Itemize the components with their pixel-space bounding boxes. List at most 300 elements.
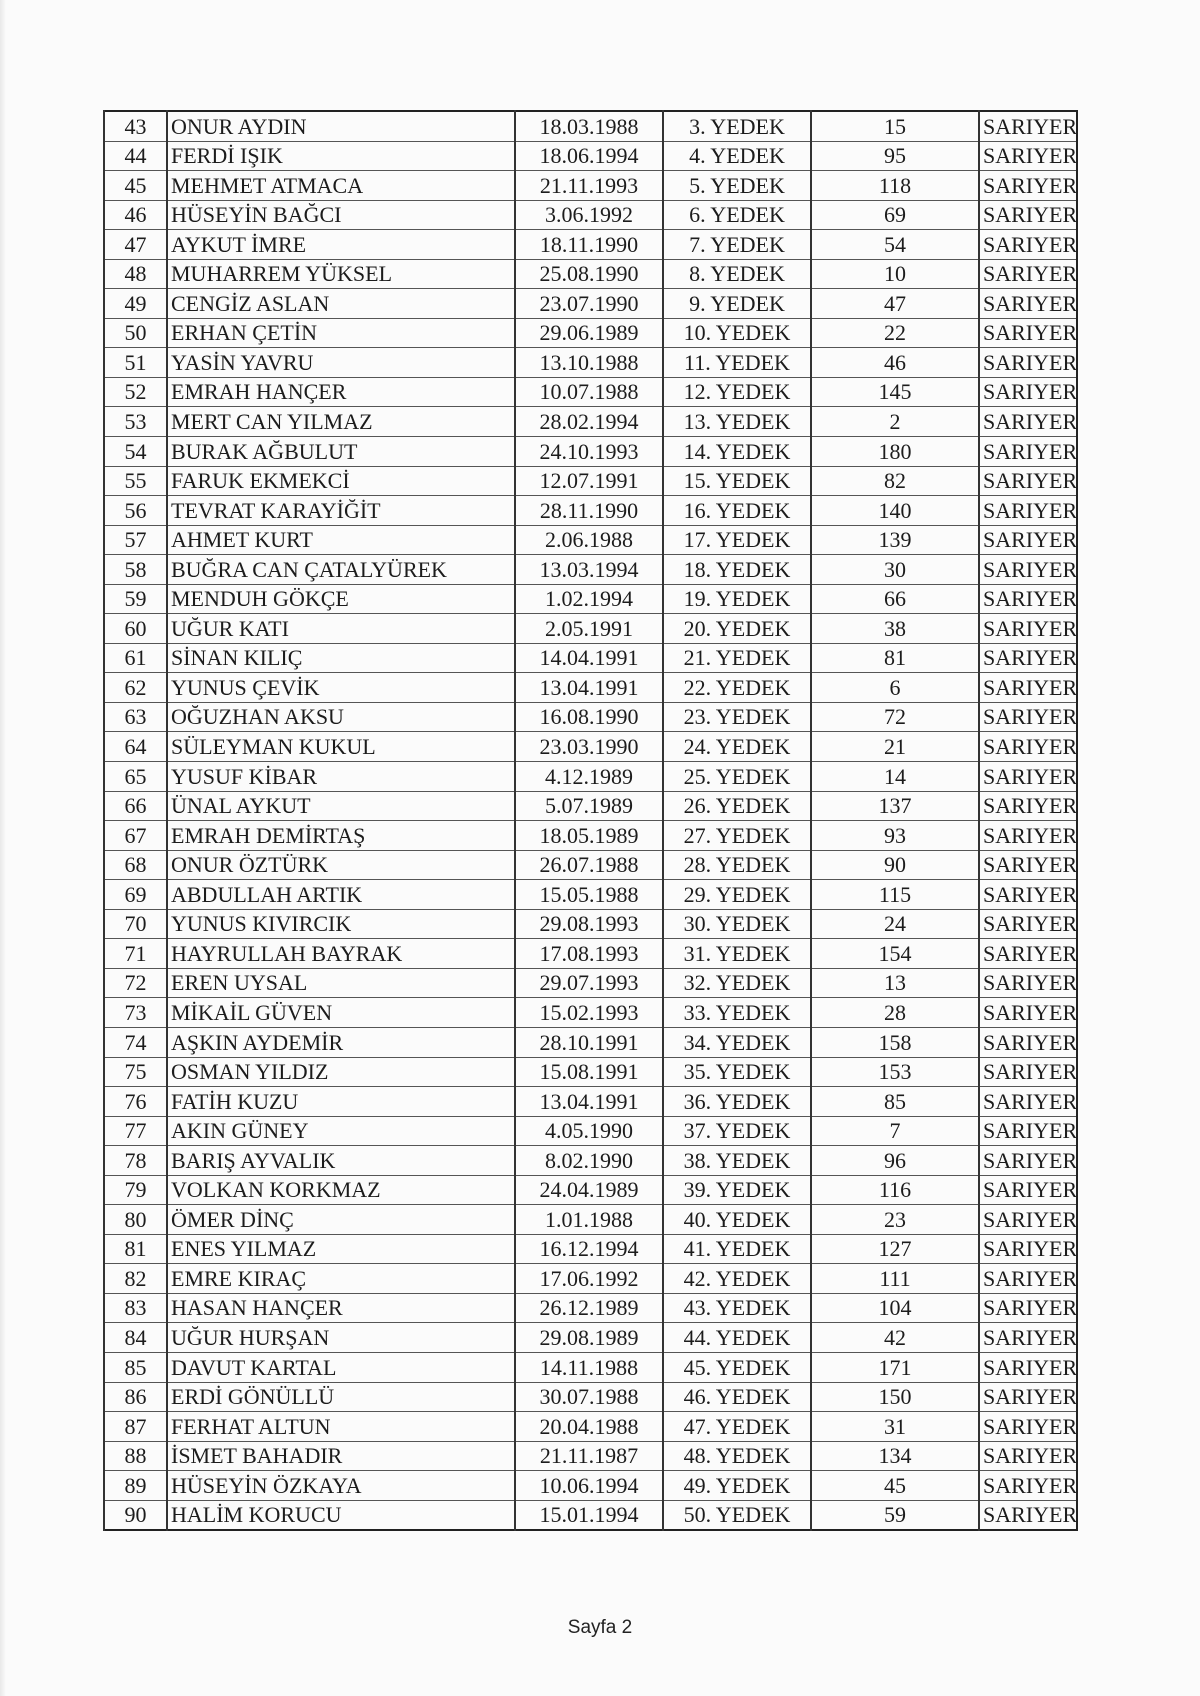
birth-date-cell: 25.08.1990	[515, 259, 663, 289]
reserve-rank-cell: 25. YEDEK	[663, 762, 811, 792]
district-cell: SARIYER	[979, 348, 1077, 378]
district-cell: SARIYER	[979, 998, 1077, 1028]
reserve-rank-cell: 26. YEDEK	[663, 791, 811, 821]
reserve-rank-cell: 20. YEDEK	[663, 614, 811, 644]
score-value-cell: 42	[811, 1323, 979, 1353]
score-value-cell: 72	[811, 702, 979, 732]
score-value-cell: 15	[811, 111, 979, 141]
row-number-cell: 89	[104, 1471, 167, 1501]
full-name-cell: UĞUR KATI	[167, 614, 515, 644]
table-row	[104, 348, 1077, 378]
district-cell: SARIYER	[979, 850, 1077, 880]
district-cell: SARIYER	[979, 968, 1077, 998]
score-value-cell: 45	[811, 1471, 979, 1501]
district-cell: SARIYER	[979, 1205, 1077, 1235]
district-cell: SARIYER	[979, 1500, 1077, 1530]
birth-date-cell: 17.08.1993	[515, 939, 663, 969]
table-row	[104, 850, 1077, 880]
birth-date-cell: 26.12.1989	[515, 1293, 663, 1323]
table-row	[104, 200, 1077, 230]
row-number-cell: 50	[104, 318, 167, 348]
district-cell: SARIYER	[979, 614, 1077, 644]
district-cell: SARIYER	[979, 111, 1077, 141]
row-number-cell: 53	[104, 407, 167, 437]
birth-date-cell: 29.08.1993	[515, 909, 663, 939]
row-number-cell: 81	[104, 1234, 167, 1264]
page-edge-shadow	[0, 0, 6, 1696]
score-value-cell: 145	[811, 377, 979, 407]
district-cell: SARIYER	[979, 1027, 1077, 1057]
birth-date-cell: 18.11.1990	[515, 230, 663, 260]
full-name-cell: MİKAİL GÜVEN	[167, 998, 515, 1028]
score-value-cell: 137	[811, 791, 979, 821]
table-row	[104, 968, 1077, 998]
reserve-rank-cell: 31. YEDEK	[663, 939, 811, 969]
row-number-cell: 86	[104, 1382, 167, 1412]
score-value-cell: 21	[811, 732, 979, 762]
table-row	[104, 230, 1077, 260]
birth-date-cell: 26.07.1988	[515, 850, 663, 880]
full-name-cell: YUNUS ÇEVİK	[167, 673, 515, 703]
table-row	[104, 318, 1077, 348]
birth-date-cell: 13.04.1991	[515, 673, 663, 703]
row-number-cell: 75	[104, 1057, 167, 1087]
row-number-cell: 59	[104, 584, 167, 614]
reserve-rank-cell: 36. YEDEK	[663, 1087, 811, 1117]
reserve-rank-cell: 16. YEDEK	[663, 496, 811, 526]
district-cell: SARIYER	[979, 1441, 1077, 1471]
row-number-cell: 74	[104, 1027, 167, 1057]
reserve-rank-cell: 44. YEDEK	[663, 1323, 811, 1353]
birth-date-cell: 13.03.1994	[515, 555, 663, 585]
full-name-cell: AŞKIN AYDEMİR	[167, 1027, 515, 1057]
district-cell: SARIYER	[979, 584, 1077, 614]
table-row	[104, 259, 1077, 289]
district-cell: SARIYER	[979, 821, 1077, 851]
row-number-cell: 46	[104, 200, 167, 230]
birth-date-cell: 20.04.1988	[515, 1412, 663, 1442]
score-value-cell: 14	[811, 762, 979, 792]
district-cell: SARIYER	[979, 466, 1077, 496]
row-number-cell: 55	[104, 466, 167, 496]
score-value-cell: 85	[811, 1087, 979, 1117]
full-name-cell: AYKUT İMRE	[167, 230, 515, 260]
row-number-cell: 69	[104, 880, 167, 910]
full-name-cell: MENDUH GÖKÇE	[167, 584, 515, 614]
candidate-list-table	[103, 110, 1078, 1531]
reserve-rank-cell: 17. YEDEK	[663, 525, 811, 555]
reserve-rank-cell: 30. YEDEK	[663, 909, 811, 939]
full-name-cell: YUSUF KİBAR	[167, 762, 515, 792]
reserve-rank-cell: 14. YEDEK	[663, 437, 811, 467]
district-cell: SARIYER	[979, 1175, 1077, 1205]
row-number-cell: 58	[104, 555, 167, 585]
birth-date-cell: 10.07.1988	[515, 377, 663, 407]
reserve-rank-cell: 21. YEDEK	[663, 643, 811, 673]
full-name-cell: HALİM KORUCU	[167, 1500, 515, 1530]
district-cell: SARIYER	[979, 1412, 1077, 1442]
table-row	[104, 909, 1077, 939]
full-name-cell: MEHMET ATMACA	[167, 171, 515, 201]
reserve-rank-cell: 13. YEDEK	[663, 407, 811, 437]
birth-date-cell: 29.08.1989	[515, 1323, 663, 1353]
table-row	[104, 171, 1077, 201]
row-number-cell: 67	[104, 821, 167, 851]
birth-date-cell: 12.07.1991	[515, 466, 663, 496]
row-number-cell: 44	[104, 141, 167, 171]
score-value-cell: 93	[811, 821, 979, 851]
score-value-cell: 66	[811, 584, 979, 614]
district-cell: SARIYER	[979, 141, 1077, 171]
score-value-cell: 69	[811, 200, 979, 230]
row-number-cell: 83	[104, 1293, 167, 1323]
table-row	[104, 762, 1077, 792]
birth-date-cell: 28.10.1991	[515, 1027, 663, 1057]
score-value-cell: 2	[811, 407, 979, 437]
table-row	[104, 1205, 1077, 1235]
reserve-rank-cell: 15. YEDEK	[663, 466, 811, 496]
table-row	[104, 1087, 1077, 1117]
score-value-cell: 54	[811, 230, 979, 260]
row-number-cell: 78	[104, 1146, 167, 1176]
full-name-cell: FARUK EKMEKCİ	[167, 466, 515, 496]
table-row	[104, 1441, 1077, 1471]
table-row	[104, 673, 1077, 703]
reserve-rank-cell: 3. YEDEK	[663, 111, 811, 141]
birth-date-cell: 13.10.1988	[515, 348, 663, 378]
district-cell: SARIYER	[979, 939, 1077, 969]
birth-date-cell: 15.02.1993	[515, 998, 663, 1028]
reserve-rank-cell: 34. YEDEK	[663, 1027, 811, 1057]
table-row	[104, 1234, 1077, 1264]
full-name-cell: ÜNAL AYKUT	[167, 791, 515, 821]
reserve-rank-cell: 4. YEDEK	[663, 141, 811, 171]
reserve-rank-cell: 43. YEDEK	[663, 1293, 811, 1323]
district-cell: SARIYER	[979, 437, 1077, 467]
row-number-cell: 90	[104, 1500, 167, 1530]
table-row	[104, 821, 1077, 851]
row-number-cell: 70	[104, 909, 167, 939]
score-value-cell: 116	[811, 1175, 979, 1205]
row-number-cell: 47	[104, 230, 167, 260]
table-row	[104, 1352, 1077, 1382]
row-number-cell: 79	[104, 1175, 167, 1205]
table-row	[104, 1175, 1077, 1205]
score-value-cell: 95	[811, 141, 979, 171]
district-cell: SARIYER	[979, 1382, 1077, 1412]
table-row	[104, 1264, 1077, 1294]
reserve-rank-cell: 47. YEDEK	[663, 1412, 811, 1442]
row-number-cell: 61	[104, 643, 167, 673]
reserve-rank-cell: 50. YEDEK	[663, 1500, 811, 1530]
district-cell: SARIYER	[979, 880, 1077, 910]
birth-date-cell: 13.04.1991	[515, 1087, 663, 1117]
table-row	[104, 880, 1077, 910]
reserve-rank-cell: 12. YEDEK	[663, 377, 811, 407]
district-cell: SARIYER	[979, 259, 1077, 289]
score-value-cell: 158	[811, 1027, 979, 1057]
birth-date-cell: 15.05.1988	[515, 880, 663, 910]
table-row	[104, 732, 1077, 762]
row-number-cell: 84	[104, 1323, 167, 1353]
full-name-cell: ONUR ÖZTÜRK	[167, 850, 515, 880]
full-name-cell: AKIN GÜNEY	[167, 1116, 515, 1146]
reserve-rank-cell: 11. YEDEK	[663, 348, 811, 378]
score-value-cell: 118	[811, 171, 979, 201]
birth-date-cell: 4.05.1990	[515, 1116, 663, 1146]
district-cell: SARIYER	[979, 289, 1077, 319]
reserve-rank-cell: 7. YEDEK	[663, 230, 811, 260]
full-name-cell: EMRAH DEMİRTAŞ	[167, 821, 515, 851]
table-row	[104, 1382, 1077, 1412]
birth-date-cell: 23.03.1990	[515, 732, 663, 762]
row-number-cell: 63	[104, 702, 167, 732]
full-name-cell: SÜLEYMAN KUKUL	[167, 732, 515, 762]
table-row	[104, 1116, 1077, 1146]
full-name-cell: FATİH KUZU	[167, 1087, 515, 1117]
birth-date-cell: 16.08.1990	[515, 702, 663, 732]
row-number-cell: 88	[104, 1441, 167, 1471]
reserve-rank-cell: 19. YEDEK	[663, 584, 811, 614]
table-row	[104, 111, 1077, 141]
full-name-cell: İSMET BAHADIR	[167, 1441, 515, 1471]
district-cell: SARIYER	[979, 525, 1077, 555]
table-row	[104, 377, 1077, 407]
table-row	[104, 614, 1077, 644]
full-name-cell: YUNUS KIVIRCIK	[167, 909, 515, 939]
full-name-cell: HAYRULLAH BAYRAK	[167, 939, 515, 969]
district-cell: SARIYER	[979, 1264, 1077, 1294]
birth-date-cell: 18.06.1994	[515, 141, 663, 171]
reserve-rank-cell: 29. YEDEK	[663, 880, 811, 910]
birth-date-cell: 18.05.1989	[515, 821, 663, 851]
table-row	[104, 791, 1077, 821]
row-number-cell: 54	[104, 437, 167, 467]
full-name-cell: BURAK AĞBULUT	[167, 437, 515, 467]
birth-date-cell: 14.11.1988	[515, 1352, 663, 1382]
table-row	[104, 998, 1077, 1028]
birth-date-cell: 1.01.1988	[515, 1205, 663, 1235]
district-cell: SARIYER	[979, 673, 1077, 703]
table-row	[104, 407, 1077, 437]
score-value-cell: 115	[811, 880, 979, 910]
score-value-cell: 13	[811, 968, 979, 998]
row-number-cell: 82	[104, 1264, 167, 1294]
district-cell: SARIYER	[979, 1293, 1077, 1323]
reserve-rank-cell: 42. YEDEK	[663, 1264, 811, 1294]
row-number-cell: 77	[104, 1116, 167, 1146]
full-name-cell: BARIŞ AYVALIK	[167, 1146, 515, 1176]
district-cell: SARIYER	[979, 318, 1077, 348]
score-value-cell: 31	[811, 1412, 979, 1442]
district-cell: SARIYER	[979, 909, 1077, 939]
table-row	[104, 437, 1077, 467]
full-name-cell: DAVUT KARTAL	[167, 1352, 515, 1382]
reserve-rank-cell: 28. YEDEK	[663, 850, 811, 880]
score-value-cell: 81	[811, 643, 979, 673]
reserve-rank-cell: 32. YEDEK	[663, 968, 811, 998]
full-name-cell: EMRAH HANÇER	[167, 377, 515, 407]
district-cell: SARIYER	[979, 1087, 1077, 1117]
reserve-rank-cell: 37. YEDEK	[663, 1116, 811, 1146]
birth-date-cell: 10.06.1994	[515, 1471, 663, 1501]
score-value-cell: 104	[811, 1293, 979, 1323]
full-name-cell: FERHAT ALTUN	[167, 1412, 515, 1442]
reserve-rank-cell: 22. YEDEK	[663, 673, 811, 703]
table-row	[104, 1500, 1077, 1530]
reserve-rank-cell: 35. YEDEK	[663, 1057, 811, 1087]
full-name-cell: HÜSEYİN ÖZKAYA	[167, 1471, 515, 1501]
score-value-cell: 38	[811, 614, 979, 644]
table-row	[104, 496, 1077, 526]
table-row	[104, 702, 1077, 732]
full-name-cell: ABDULLAH ARTIK	[167, 880, 515, 910]
reserve-rank-cell: 8. YEDEK	[663, 259, 811, 289]
row-number-cell: 76	[104, 1087, 167, 1117]
full-name-cell: CENGİZ ASLAN	[167, 289, 515, 319]
table-row	[104, 466, 1077, 496]
row-number-cell: 51	[104, 348, 167, 378]
table-row	[104, 1293, 1077, 1323]
full-name-cell: EMRE KIRAÇ	[167, 1264, 515, 1294]
row-number-cell: 62	[104, 673, 167, 703]
full-name-cell: MERT CAN YILMAZ	[167, 407, 515, 437]
reserve-rank-cell: 49. YEDEK	[663, 1471, 811, 1501]
reserve-rank-cell: 6. YEDEK	[663, 200, 811, 230]
district-cell: SARIYER	[979, 1323, 1077, 1353]
district-cell: SARIYER	[979, 200, 1077, 230]
table-row	[104, 1146, 1077, 1176]
table-row	[104, 141, 1077, 171]
score-value-cell: 10	[811, 259, 979, 289]
reserve-rank-cell: 23. YEDEK	[663, 702, 811, 732]
score-value-cell: 23	[811, 1205, 979, 1235]
row-number-cell: 71	[104, 939, 167, 969]
full-name-cell: BUĞRA CAN ÇATALYÜREK	[167, 555, 515, 585]
district-cell: SARIYER	[979, 1471, 1077, 1501]
district-cell: SARIYER	[979, 1146, 1077, 1176]
district-cell: SARIYER	[979, 732, 1077, 762]
score-value-cell: 127	[811, 1234, 979, 1264]
full-name-cell: YASİN YAVRU	[167, 348, 515, 378]
full-name-cell: HASAN HANÇER	[167, 1293, 515, 1323]
row-number-cell: 66	[104, 791, 167, 821]
district-cell: SARIYER	[979, 1057, 1077, 1087]
reserve-rank-cell: 40. YEDEK	[663, 1205, 811, 1235]
full-name-cell: OSMAN YILDIZ	[167, 1057, 515, 1087]
candidate-list-body	[104, 111, 1077, 1530]
reserve-rank-cell: 48. YEDEK	[663, 1441, 811, 1471]
birth-date-cell: 28.11.1990	[515, 496, 663, 526]
district-cell: SARIYER	[979, 171, 1077, 201]
birth-date-cell: 5.07.1989	[515, 791, 663, 821]
district-cell: SARIYER	[979, 1116, 1077, 1146]
birth-date-cell: 23.07.1990	[515, 289, 663, 319]
reserve-rank-cell: 45. YEDEK	[663, 1352, 811, 1382]
birth-date-cell: 16.12.1994	[515, 1234, 663, 1264]
row-number-cell: 48	[104, 259, 167, 289]
table-row	[104, 1057, 1077, 1087]
full-name-cell: EREN UYSAL	[167, 968, 515, 998]
birth-date-cell: 15.01.1994	[515, 1500, 663, 1530]
reserve-rank-cell: 9. YEDEK	[663, 289, 811, 319]
full-name-cell: SİNAN KILIÇ	[167, 643, 515, 673]
row-number-cell: 49	[104, 289, 167, 319]
table-row	[104, 1471, 1077, 1501]
score-value-cell: 24	[811, 909, 979, 939]
district-cell: SARIYER	[979, 496, 1077, 526]
table-row	[104, 1323, 1077, 1353]
score-value-cell: 134	[811, 1441, 979, 1471]
district-cell: SARIYER	[979, 407, 1077, 437]
birth-date-cell: 17.06.1992	[515, 1264, 663, 1294]
birth-date-cell: 28.02.1994	[515, 407, 663, 437]
district-cell: SARIYER	[979, 377, 1077, 407]
table-row	[104, 1027, 1077, 1057]
full-name-cell: OĞUZHAN AKSU	[167, 702, 515, 732]
district-cell: SARIYER	[979, 1352, 1077, 1382]
reserve-rank-cell: 39. YEDEK	[663, 1175, 811, 1205]
row-number-cell: 43	[104, 111, 167, 141]
full-name-cell: FERDİ IŞIK	[167, 141, 515, 171]
full-name-cell: ERDİ GÖNÜLLÜ	[167, 1382, 515, 1412]
row-number-cell: 87	[104, 1412, 167, 1442]
row-number-cell: 60	[104, 614, 167, 644]
reserve-rank-cell: 46. YEDEK	[663, 1382, 811, 1412]
birth-date-cell: 21.11.1987	[515, 1441, 663, 1471]
birth-date-cell: 3.06.1992	[515, 200, 663, 230]
full-name-cell: HÜSEYİN BAĞCI	[167, 200, 515, 230]
table-row	[104, 939, 1077, 969]
reserve-rank-cell: 41. YEDEK	[663, 1234, 811, 1264]
birth-date-cell: 24.04.1989	[515, 1175, 663, 1205]
reserve-rank-cell: 5. YEDEK	[663, 171, 811, 201]
reserve-rank-cell: 33. YEDEK	[663, 998, 811, 1028]
score-value-cell: 6	[811, 673, 979, 703]
district-cell: SARIYER	[979, 230, 1077, 260]
district-cell: SARIYER	[979, 791, 1077, 821]
score-value-cell: 150	[811, 1382, 979, 1412]
birth-date-cell: 15.08.1991	[515, 1057, 663, 1087]
row-number-cell: 68	[104, 850, 167, 880]
score-value-cell: 90	[811, 850, 979, 880]
birth-date-cell: 21.11.1993	[515, 171, 663, 201]
district-cell: SARIYER	[979, 762, 1077, 792]
reserve-rank-cell: 18. YEDEK	[663, 555, 811, 585]
full-name-cell: MUHARREM YÜKSEL	[167, 259, 515, 289]
district-cell: SARIYER	[979, 643, 1077, 673]
table-row	[104, 584, 1077, 614]
score-value-cell: 47	[811, 289, 979, 319]
reserve-rank-cell: 27. YEDEK	[663, 821, 811, 851]
district-cell: SARIYER	[979, 702, 1077, 732]
row-number-cell: 56	[104, 496, 167, 526]
score-value-cell: 82	[811, 466, 979, 496]
score-value-cell: 96	[811, 1146, 979, 1176]
full-name-cell: ENES YILMAZ	[167, 1234, 515, 1264]
score-value-cell: 139	[811, 525, 979, 555]
table-row	[104, 555, 1077, 585]
table-row	[104, 1412, 1077, 1442]
table-row	[104, 643, 1077, 673]
district-cell: SARIYER	[979, 1234, 1077, 1264]
score-value-cell: 46	[811, 348, 979, 378]
score-value-cell: 59	[811, 1500, 979, 1530]
full-name-cell: TEVRAT KARAYİĞİT	[167, 496, 515, 526]
row-number-cell: 65	[104, 762, 167, 792]
birth-date-cell: 8.02.1990	[515, 1146, 663, 1176]
score-value-cell: 7	[811, 1116, 979, 1146]
